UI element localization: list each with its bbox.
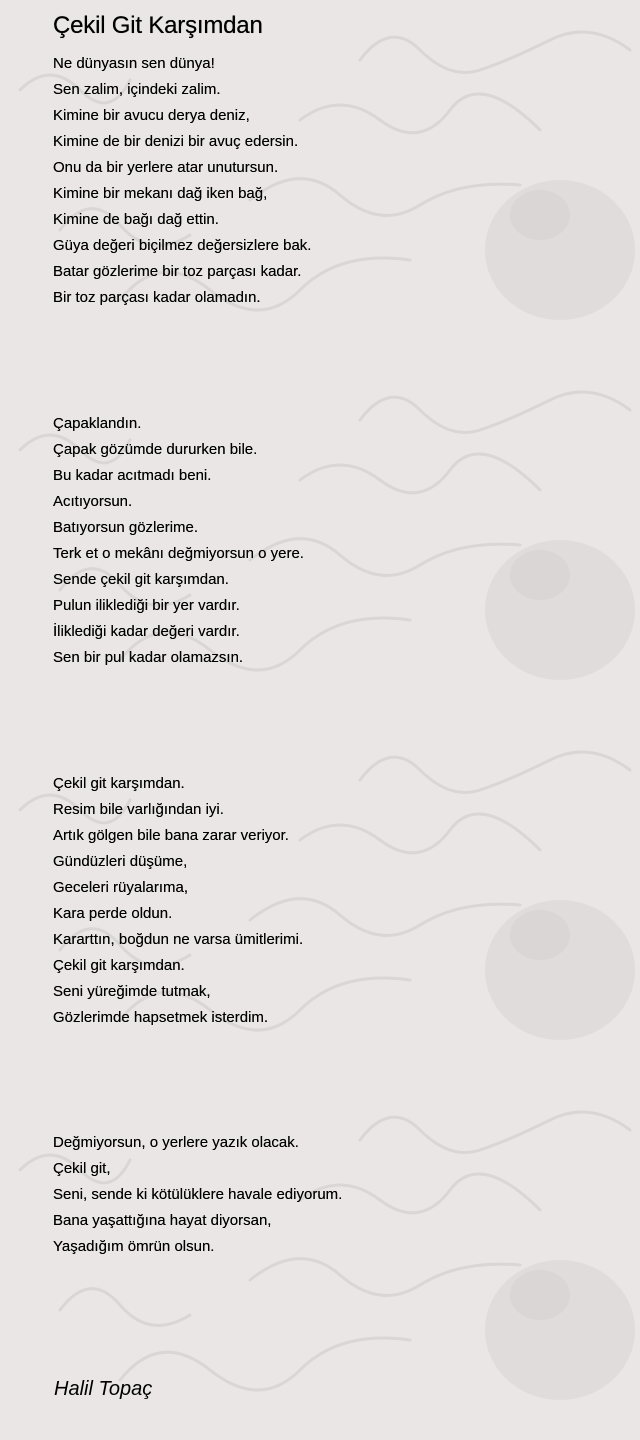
poem-line: Sende çekil git karşımdan. — [53, 571, 229, 588]
poem-line: Sen bir pul kadar olamazsın. — [53, 649, 244, 666]
poem-line: Çekil git karşımdan. — [53, 957, 185, 974]
poem-line: İliklediği kadar değeri vardır. — [53, 623, 240, 640]
poem-line: Seni yüreğimde tutmak, — [53, 983, 211, 1000]
poem-line: Onu da bir yerlere atar unutursun. — [53, 159, 279, 176]
poem-line: Resim bile varlığından iyi. — [53, 801, 224, 818]
poem-line: Yaşadığım ömrün olsun. — [53, 1238, 215, 1255]
poem-line: Sen zalim, içindeki zalim. — [53, 81, 221, 98]
poem-line: Geceleri rüyalarıma, — [53, 879, 189, 896]
poem-line: Ne dünyasın sen dünya! — [53, 55, 215, 72]
stanza-1 — [53, 51, 311, 311]
author-name: Halil Topaç — [54, 1378, 153, 1400]
stanza-4 — [53, 1130, 342, 1260]
poem-line: Çekil git karşımdan. — [53, 775, 185, 792]
poem-line: Değmiyorsun, o yerlere yazık olacak. — [53, 1134, 299, 1151]
poem-line: Çapak gözümde dururken bile. — [53, 441, 258, 458]
poem-line: Bu kadar acıtmadı beni. — [53, 467, 212, 484]
poem-line: Seni, sende ki kötülüklere havale ediyorum. — [53, 1186, 343, 1203]
poem-line: Çapaklandın. — [53, 415, 142, 432]
poem-line: Kimine de bir denizi bir avuç edersin. — [53, 133, 299, 150]
poem-line: Artık gölgen bile bana zarar veriyor. — [53, 827, 289, 844]
poem-line: Kimine bir mekanı dağ iken bağ, — [53, 185, 268, 202]
poem-line: Kimine bir avucu derya deniz, — [53, 107, 250, 124]
poem-line: Batıyorsun gözlerime. — [53, 519, 199, 536]
poem-line: Terk et o mekânı değmiyorsun o yere. — [53, 545, 304, 562]
poem-line: Kara perde oldun. — [53, 905, 173, 922]
poem-title: Çekil Git Karşımdan — [53, 12, 263, 39]
stanza-3 — [53, 771, 303, 1031]
stanza-2 — [53, 411, 304, 671]
poem-line: Pulun iliklediği bir yer vardır. — [53, 597, 240, 614]
poem-line: Çekil git, — [53, 1160, 111, 1177]
poem-line: Kimine de bağı dağ ettin. — [53, 211, 219, 228]
poem-line: Gündüzleri düşüme, — [53, 853, 188, 870]
poem-line: Bana yaşattığına hayat diyorsan, — [53, 1212, 272, 1229]
poem-line: Kararttın, boğdun ne varsa ümitlerimi. — [53, 931, 304, 948]
poem-line: Güya değeri biçilmez değersizlere bak. — [53, 237, 312, 254]
poem-line: Gözlerimde hapsetmek isterdim. — [53, 1009, 269, 1026]
poem-line: Bir toz parçası kadar olamadın. — [53, 289, 261, 306]
poem-line: Batar gözlerime bir toz parçası kadar. — [53, 263, 302, 280]
poem-line: Acıtıyorsun. — [53, 493, 133, 510]
